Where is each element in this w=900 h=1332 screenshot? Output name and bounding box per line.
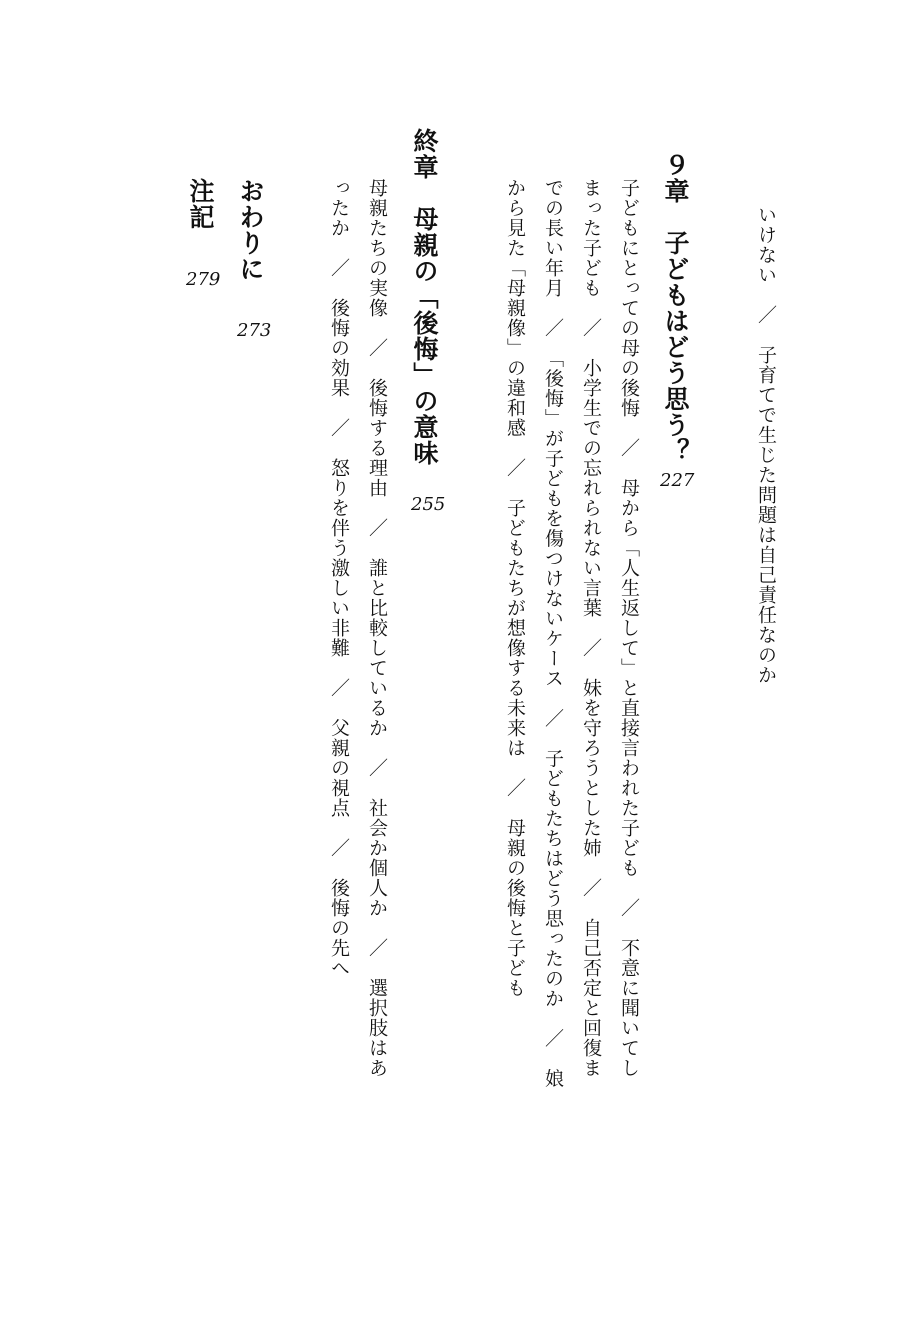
chapter9-line-3: での長い年月 ／ 「後悔」が子どもを傷つけないケース ／ 子どもたちはどう思ったのか ／ 娘 bbox=[542, 178, 564, 1089]
chapter9-page-number: 227 bbox=[660, 470, 695, 491]
prev-chapter-tail: いけない ／ 子育てで生じた問題は自己責任なのか bbox=[755, 205, 777, 685]
final-chapter-page-number: 255 bbox=[411, 494, 446, 515]
chapter9-line-2: まった子ども ／ 小学生での忘れられない言葉 ／ 妹を守ろうとした姉 ／ 自己否定と回復ま bbox=[580, 178, 602, 1078]
notes-heading: 注記 bbox=[186, 178, 215, 230]
afterword-page-number: 273 bbox=[237, 320, 272, 341]
chapter9-heading: ９章 子どもはどう思う？ bbox=[661, 152, 690, 464]
notes-page-number: 279 bbox=[186, 269, 221, 290]
final-chapter-line-2: ったか ／ 後悔の効果 ／ 怒りを伴う激しい非難 ／ 父親の視点 ／ 後悔の先へ bbox=[328, 178, 350, 978]
afterword-heading: おわりに bbox=[236, 178, 265, 282]
chapter9-line-4: から見た「母親像」の違和感 ／ 子どもたちが想像する未来は ／ 母親の後悔と子ども bbox=[504, 178, 526, 998]
final-chapter-heading: 終章 母親の「後悔」の意味 bbox=[410, 128, 439, 466]
chapter9-line-1: 子どもにとっての母の後悔 ／ 母から「人生返して」と直接言われた子ども ／ 不意に聞いてし bbox=[618, 178, 640, 1078]
final-chapter-line-1: 母親たちの実像 ／ 後悔する理由 ／ 誰と比較しているか ／ 社会か個人か ／ 選択肢はあ bbox=[366, 178, 388, 1078]
